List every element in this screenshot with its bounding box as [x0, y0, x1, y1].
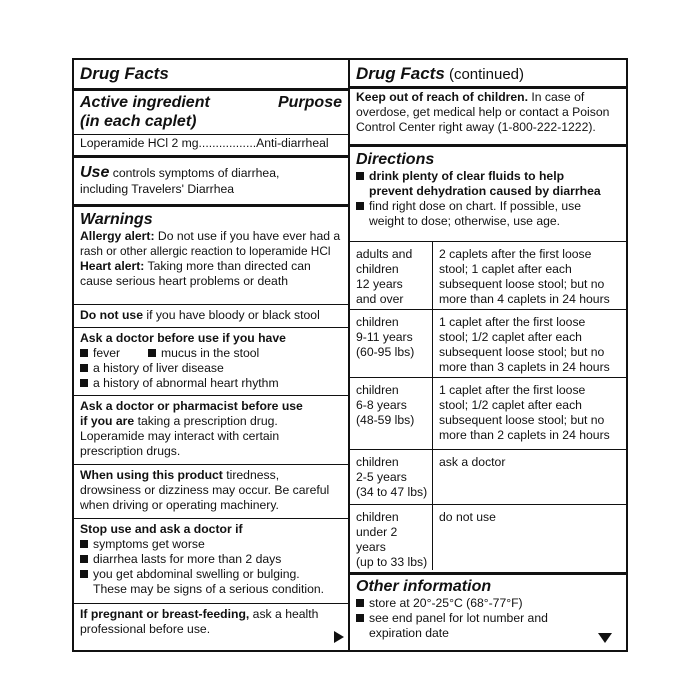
other-information-heading: Other information [356, 578, 492, 595]
table-row [350, 310, 626, 378]
divider [74, 155, 348, 158]
use-heading: Use [80, 164, 110, 181]
bullet-square-icon [356, 614, 364, 622]
table-row [350, 242, 626, 310]
dosage-table [350, 241, 626, 570]
bullet-square-icon [80, 349, 88, 357]
dose-cell: 2 caplets after the first loose stool; 1 caplet after each subsequent loose stool; but no more than 4 caplets in 24 hours [433, 242, 627, 310]
dose-cell: 1 caplet after the first loose stool; 1/2 caplet after each subsequent loose stool; but no more than 2 caplets in 24 hours [433, 378, 627, 450]
continue-arrow-icon [334, 631, 344, 643]
divider [74, 88, 348, 91]
keep-out-section: Keep out of reach of children. In case of overdose, get medical help or contact a Poison Control Center right away (1-800-222-1222). [356, 90, 610, 134]
divider [350, 572, 626, 575]
bullet-square-icon [148, 349, 156, 357]
purpose-heading: Purpose [277, 94, 342, 111]
bullet-square-icon [80, 540, 88, 548]
drug-facts-right-panel [350, 58, 628, 652]
stop-use-section: Stop use and ask a doctor if symptoms get worse diarrhea lasts for more than 2 days you get abdominal swelling or bulging. These may be signs of a serious condition. [80, 522, 325, 596]
directions-heading: Directions [356, 151, 435, 168]
continue-down-arrow-icon [598, 633, 612, 643]
active-ingredient-subheading: (in each caplet) [80, 113, 197, 130]
bullet-square-icon [356, 172, 364, 180]
dose-cell: do not use [433, 505, 627, 571]
divider [74, 395, 348, 396]
age-cell: children 9-11 years (60-95 lbs) [350, 310, 433, 378]
warnings-heading: Warnings [80, 211, 153, 228]
active-ingredient-heading: Active ingredient [80, 94, 210, 111]
ingredient-line: Loperamide HCl 2 mg.................Anti-diarrheal [80, 136, 329, 150]
age-cell: children under 2 years (up to 33 lbs) [350, 505, 433, 571]
age-cell: children 2-5 years (34 to 47 lbs) [350, 450, 433, 505]
divider [74, 304, 348, 305]
divider [74, 134, 348, 135]
bullet-square-icon [356, 202, 364, 210]
age-cell: adults and children 12 years and over [350, 242, 433, 310]
pregnant-section: If pregnant or breast-feeding, ask a health professional before use. [80, 607, 319, 636]
table-row [350, 378, 626, 450]
dose-cell: 1 caplet after the first loose stool; 1/2 caplet after each subsequent loose stool; but no more than 3 caplets in 24 hours [433, 310, 627, 378]
directions-section: Directions drink plenty of clear fluids to help prevent dehydration caused by diarrhea find right dose on chart. If possible, use weight to dose; otherwise, use age. [350, 150, 626, 229]
ask-doctor-section: Ask a doctor before use if you have fever mucus in the stool a history of liver disease a history of abnormal heart rhythm [80, 331, 286, 390]
bullet-square-icon [80, 364, 88, 372]
active-ingredient-section [74, 93, 348, 131]
heart-alert-label: Heart alert: [80, 259, 145, 273]
bullet-square-icon [80, 379, 88, 387]
age-cell: children 6-8 years (48-59 lbs) [350, 378, 433, 450]
when-using-section: When using this product tiredness, drowsiness or dizziness may occur. Be careful when driving or operating machinery. [80, 468, 330, 512]
warnings-section: Warnings Allergy alert: Do not use if you have ever had a rash or other allergic reaction to loperamide HCl Heart alert: Taking more than directed can cause serious heart problems or death [80, 211, 341, 288]
divider [74, 464, 348, 465]
table-row [350, 505, 626, 571]
divider [74, 603, 348, 604]
divider [350, 144, 626, 147]
bullet-square-icon [80, 555, 88, 563]
table-row [350, 450, 626, 505]
divider [74, 204, 348, 207]
do-not-use: Do not use if you have bloody or black stool [80, 308, 320, 322]
bullet-square-icon [80, 570, 88, 578]
drug-facts-left-panel [72, 58, 350, 652]
divider [350, 86, 626, 89]
divider [74, 327, 348, 328]
other-information-section: Other information store at 20°-25°C (68°-77°F) see end panel for lot number and expiration date [350, 577, 626, 641]
drug-facts-continued-title: Drug Facts (continued) [356, 64, 525, 83]
bullet-square-icon [356, 599, 364, 607]
use-section: Use controls symptoms of diarrhea, including Travelers' Diarrhea [80, 164, 280, 196]
drug-facts-title: Drug Facts [80, 64, 169, 83]
allergy-alert-label: Allergy alert: [80, 229, 155, 243]
divider [74, 518, 348, 519]
dose-cell: ask a doctor [433, 450, 627, 505]
ask-pharmacist-section: Ask a doctor or pharmacist before use if you are taking a prescription drug. Loperamide may interact with certain prescription drugs. [80, 399, 303, 458]
